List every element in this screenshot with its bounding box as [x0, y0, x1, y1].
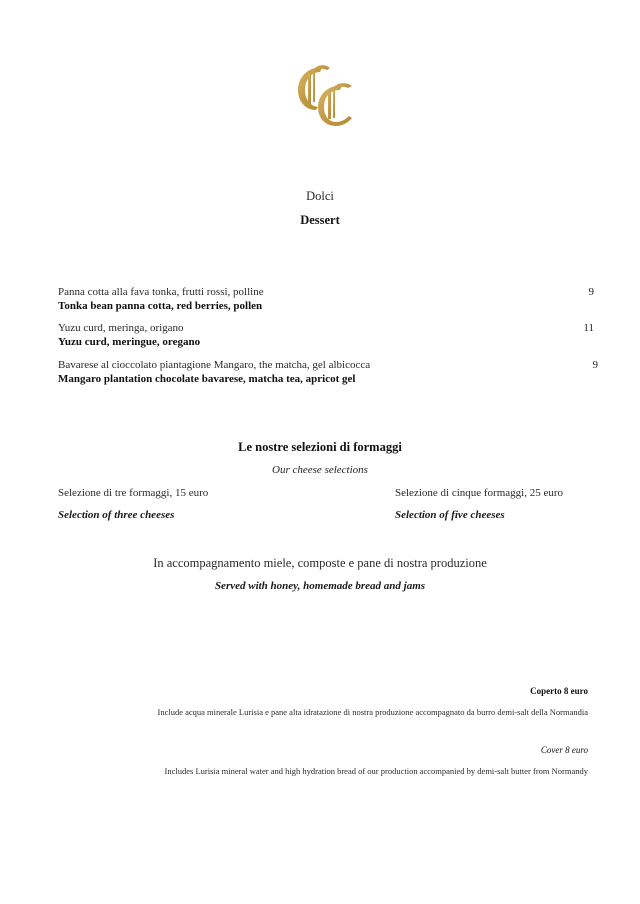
menu-item-name-english: Yuzu curd, meringue, oregano [58, 336, 201, 348]
menu-item-name-english: Tonka bean panna cotta, red berries, pollen [58, 300, 263, 312]
menu-item [58, 358, 598, 386]
section-title-english: Dessert [300, 213, 340, 227]
menu-item-price: 9 [592, 359, 598, 371]
cover-charge-title-english: Cover 8 euro [540, 745, 588, 755]
menu-item [58, 321, 598, 349]
menu-item-price: 11 [583, 322, 594, 334]
menu-item-name-italian: Bavarese al cioccolato piantagione Mangaro, the matcha, gel albicocca [58, 359, 371, 371]
menu-item-name-italian: Yuzu curd, meringa, origano [58, 322, 184, 334]
cover-charge-description-italian: Include acqua minerale Lurisia e pane alta idratazione di nostra produzione accompagnato da burro demi-salt della Normandia [157, 707, 588, 717]
cheese-section-title-italian: Le nostre selezioni di formaggi [238, 440, 402, 454]
cc-monogram-logo-icon [292, 60, 362, 130]
menu-item-name-italian: Panna cotta alla fava tonka, frutti rossi, polline [58, 286, 264, 298]
cover-charge-description-english: Includes Lurisia mineral water and high hydration bread of our production accompanied by demi-salt butter from Normandy [164, 766, 588, 776]
menu-item-price: 9 [588, 286, 594, 298]
cheese-option-three-italian: Selezione di tre formaggi, 15 euro [58, 487, 209, 499]
cover-charge-title-italian: Coperto 8 euro [530, 686, 588, 696]
menu-item [58, 285, 598, 313]
cheese-option-three-english: Selection of three cheeses [58, 509, 175, 521]
cheese-option-five-english: Selection of five cheeses [395, 509, 505, 521]
accompaniment-english: Served with honey, homemade bread and jams [214, 580, 426, 592]
cheese-option-five-italian: Selezione di cinque formaggi, 25 euro [395, 487, 564, 499]
accompaniment-italian: In accompagnamento miele, composte e pane di nostra produzione [153, 556, 487, 570]
section-title-italian: Dolci [306, 189, 334, 203]
cheese-section-title-english: Our cheese selections [272, 464, 368, 476]
menu-item-name-english: Mangaro plantation chocolate bavarese, matcha tea, apricot gel [58, 373, 356, 385]
